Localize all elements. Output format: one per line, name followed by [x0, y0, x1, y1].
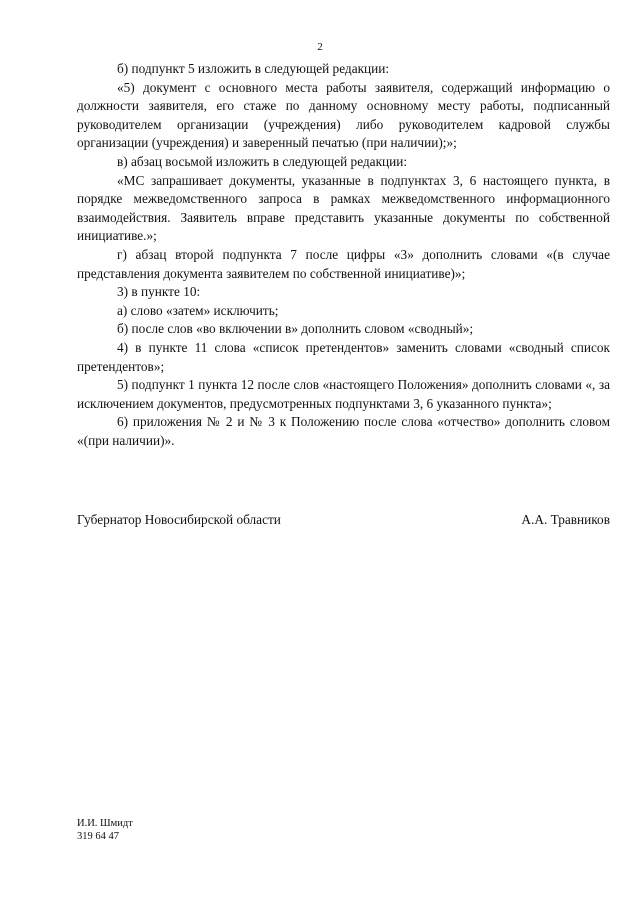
- paragraph: 3) в пункте 10:: [117, 284, 201, 300]
- paragraph: б) после слов «во включении в» дополнить словом «сводный»;: [117, 321, 474, 337]
- paragraph: 6) приложения № 2 и № 3 к Положению после слова «отчество» дополнить словом «(при наличии)».: [77, 414, 610, 448]
- signature-block: [77, 511, 610, 530]
- paragraph: 4) в пункте 11 слова «список претендентов» заменить словами «сводный список претендентов»;: [77, 339, 610, 374]
- paragraph: «МС запрашивает документы, указанные в подпунктах 3, 6 настоящего пункта, в порядке межведомственного запроса в рамках межведомственного информационного взаимодействия. Заявитель вправе представить указанные документы по собственной инициативе.»;: [77, 172, 610, 244]
- paragraph: г) абзац второй подпункта 7 после цифры «3» дополнить словами «(в случае представления документа заявителем по собственной инициативе)»;: [77, 246, 610, 281]
- paragraph: «5) документ с основного места работы заявителя, содержащий информацию о должности заявителя, его стаже по данному основному месту работы, подписанный руководителем организации (учреждения) либо руководителем кадровой службы организации (учреждения) и заверенный печатью (при наличии);»;: [77, 79, 610, 151]
- executor-phone: 319 64 47: [77, 831, 119, 842]
- signatory-position: Губернатор Новосибирской области: [77, 512, 281, 527]
- document-body: [77, 60, 610, 450]
- paragraph: 5) подпункт 1 пункта 12 после слов «настоящего Положения» дополнить словами «, за исключением документов, предусмотренных подпунктами 3, 6 указанного пункта»;: [77, 377, 610, 411]
- executor-name: И.И. Шмидт: [77, 818, 133, 829]
- page-number: 2: [317, 41, 323, 53]
- paragraph: а) слово «затем» исключить;: [117, 302, 279, 318]
- paragraph: б) подпункт 5 изложить в следующей редакции:: [117, 61, 390, 76]
- signatory-name: А.А. Травников: [521, 512, 610, 527]
- executor-footer: [77, 817, 133, 843]
- paragraph: в) абзац восьмой изложить в следующей редакции:: [117, 153, 408, 169]
